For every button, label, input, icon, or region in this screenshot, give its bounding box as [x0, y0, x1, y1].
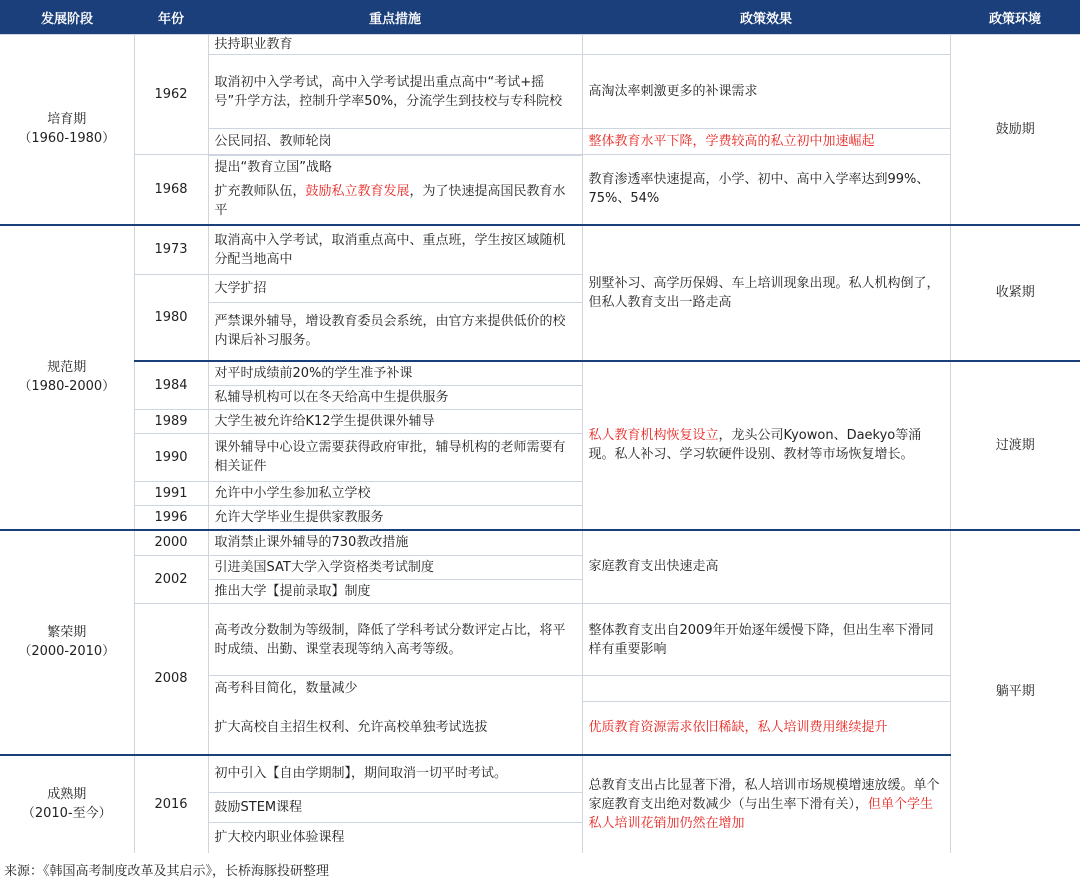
stage-name: 培育期 — [47, 112, 87, 128]
stage-cell — [0, 225, 134, 530]
measure-cell: 私辅导机构可以在冬天给高中生提供服务 — [208, 385, 582, 409]
measure-cell: 高考科目简化，数量减少 — [208, 676, 582, 702]
measure-cell: 扶持职业教育 — [208, 35, 582, 55]
effect-cell: 整体教育支出自2009年开始逐年缓慢下降，但出生率下滑同样有重要影响 — [582, 604, 950, 676]
environment-cell: 过渡期 — [950, 361, 1080, 530]
measure-cell: 严禁课外辅导，增设教育委员会系统，由官方来提供低价的校内课后补习服务。 — [208, 303, 582, 361]
year-cell: 1991 — [134, 481, 208, 505]
measure-cell: 大学扩招 — [208, 275, 582, 303]
year-cell: 2008 — [134, 604, 208, 755]
measure-cell: 公民同招、教师轮岗 — [208, 129, 582, 155]
table-row — [0, 35, 1080, 55]
header-effects: 政策效果 — [582, 0, 950, 35]
header-row — [0, 0, 1080, 35]
effect-cell: 总教育支出占比显著下滑，私人培训市场规模增速放缓。单个家庭教育支出绝对数减少（与出生率下滑有关），但单个学生私人培训花销加仍然在增加 — [582, 755, 950, 853]
year-cell: 2000 — [134, 530, 208, 556]
measure-cell: 引进美国SAT大学入学资格类考试制度 — [208, 556, 582, 580]
measure-cell: 提出“教育立国”战略 — [208, 155, 582, 179]
effect-cell: 家庭教育支出快速走高 — [582, 530, 950, 604]
year-cell: 1984 — [134, 361, 208, 410]
environment-cell: 鼓励期 — [950, 35, 1080, 225]
stage-range: （1960-1980） — [18, 131, 116, 147]
stage-cell — [0, 35, 134, 225]
effect-cell — [582, 676, 950, 702]
table-row — [0, 225, 1080, 275]
measure-cell: 初中引入【自由学期制】，期间取消一切平时考试。 — [208, 755, 582, 793]
measure-cell: 鼓励STEM课程 — [208, 793, 582, 823]
stage-range: （1980-2000） — [18, 379, 116, 394]
effect-cell: 优质教育资源需求依旧稀缺，私人培训费用继续提升 — [582, 702, 950, 754]
effect-cell: 整体教育水平下降，学费较高的私立初中加速崛起 — [582, 129, 950, 155]
highlight-text: 但单个学生私人培训花销加仍然在增加 — [588, 796, 934, 831]
measure-cell: 课外辅导中心设立需要获得政府审批，辅导机构的老师需要有相关证件 — [208, 433, 582, 481]
highlight-text: 鼓励私立教育发展 — [305, 184, 410, 199]
table-row — [0, 361, 1080, 386]
measure-cell: 允许大学毕业生提供家教服务 — [208, 505, 582, 530]
header-stage: 发展阶段 — [0, 0, 134, 35]
year-cell: 1989 — [134, 409, 208, 433]
measure-cell: 扩充教师队伍，鼓励私立教育发展，为了快速提高国民教育水平 — [208, 179, 582, 225]
table-row — [0, 755, 1080, 793]
year-cell: 2002 — [134, 556, 208, 604]
effect-cell: 别墅补习、高学历保姆、车上培训现象出现。私人机构倒了，但私人教育支出一路走高 — [582, 225, 950, 361]
table-row — [0, 604, 1080, 676]
measure-cell: 大学生被允许给K12学生提供课外辅导 — [208, 409, 582, 433]
stage-name: 繁荣期 — [47, 625, 87, 640]
measure-cell: 取消高中入学考试，取消重点高中、重点班，学生按区域随机分配当地高中 — [208, 225, 582, 275]
year-cell: 1980 — [134, 275, 208, 361]
measure-cell: 对平时成绩前20%的学生准予补课 — [208, 361, 582, 386]
header-year: 年份 — [134, 0, 208, 35]
table-row — [0, 530, 1080, 556]
highlight-text: 私人教育机构恢复设立 — [588, 428, 719, 443]
header-environment: 政策环境 — [950, 0, 1080, 35]
year-cell: 2016 — [134, 755, 208, 853]
stage-range: （2000-2010） — [18, 644, 116, 659]
year-cell: 1990 — [134, 433, 208, 481]
stage-name: 成熟期 — [47, 787, 87, 802]
stage-cell — [0, 530, 134, 755]
header-measures: 重点措施 — [208, 0, 582, 35]
year-cell: 1968 — [134, 155, 208, 225]
measure-cell: 取消初中入学考试，高中入学考试提出重点高中“考试+摇号”升学方法，控制升学率50%，分流学生到技校与专科院校 — [208, 55, 582, 129]
environment-cell: 躺平期 — [950, 530, 1080, 853]
table-row — [0, 155, 1080, 179]
effect-cell — [582, 35, 950, 55]
environment-cell: 收紧期 — [950, 225, 1080, 361]
year-cell: 1962 — [134, 35, 208, 155]
measure-cell: 高考改分数制为等级制，降低了学科考试分数评定占比，将平时成绩、出勤、课堂表现等纳入高考等级。 — [208, 604, 582, 676]
stage-name: 规范期 — [47, 360, 87, 375]
measure-cell: 扩大高校自主招生权利、允许高校单独考试选拔 — [208, 702, 582, 754]
source-note: 来源：《韩国高考制度改革及其启示》，长桥海豚投研整理 — [4, 864, 330, 879]
effect-cell: 高淘汰率刺激更多的补课需求 — [582, 55, 950, 129]
measure-cell: 扩大校内职业体验课程 — [208, 823, 582, 853]
measure-cell: 取消禁止课外辅导的730教改措施 — [208, 530, 582, 556]
effect-cell: 教育渗透率快速提高，小学、初中、高中入学率达到99%、75%、54% — [582, 155, 950, 225]
year-cell: 1973 — [134, 225, 208, 275]
year-cell: 1996 — [134, 505, 208, 530]
measure-cell: 推出大学【提前录取】制度 — [208, 580, 582, 604]
stage-range: （2010-至今） — [21, 806, 112, 821]
effect-cell: 私人教育机构恢复设立，龙头公司Kyowon、Daekyo等涌现。私人补习、学习软硬件设别、教材等市场恢复增长。 — [582, 361, 950, 530]
measure-cell: 允许中小学生参加私立学校 — [208, 481, 582, 505]
stage-cell — [0, 755, 134, 853]
